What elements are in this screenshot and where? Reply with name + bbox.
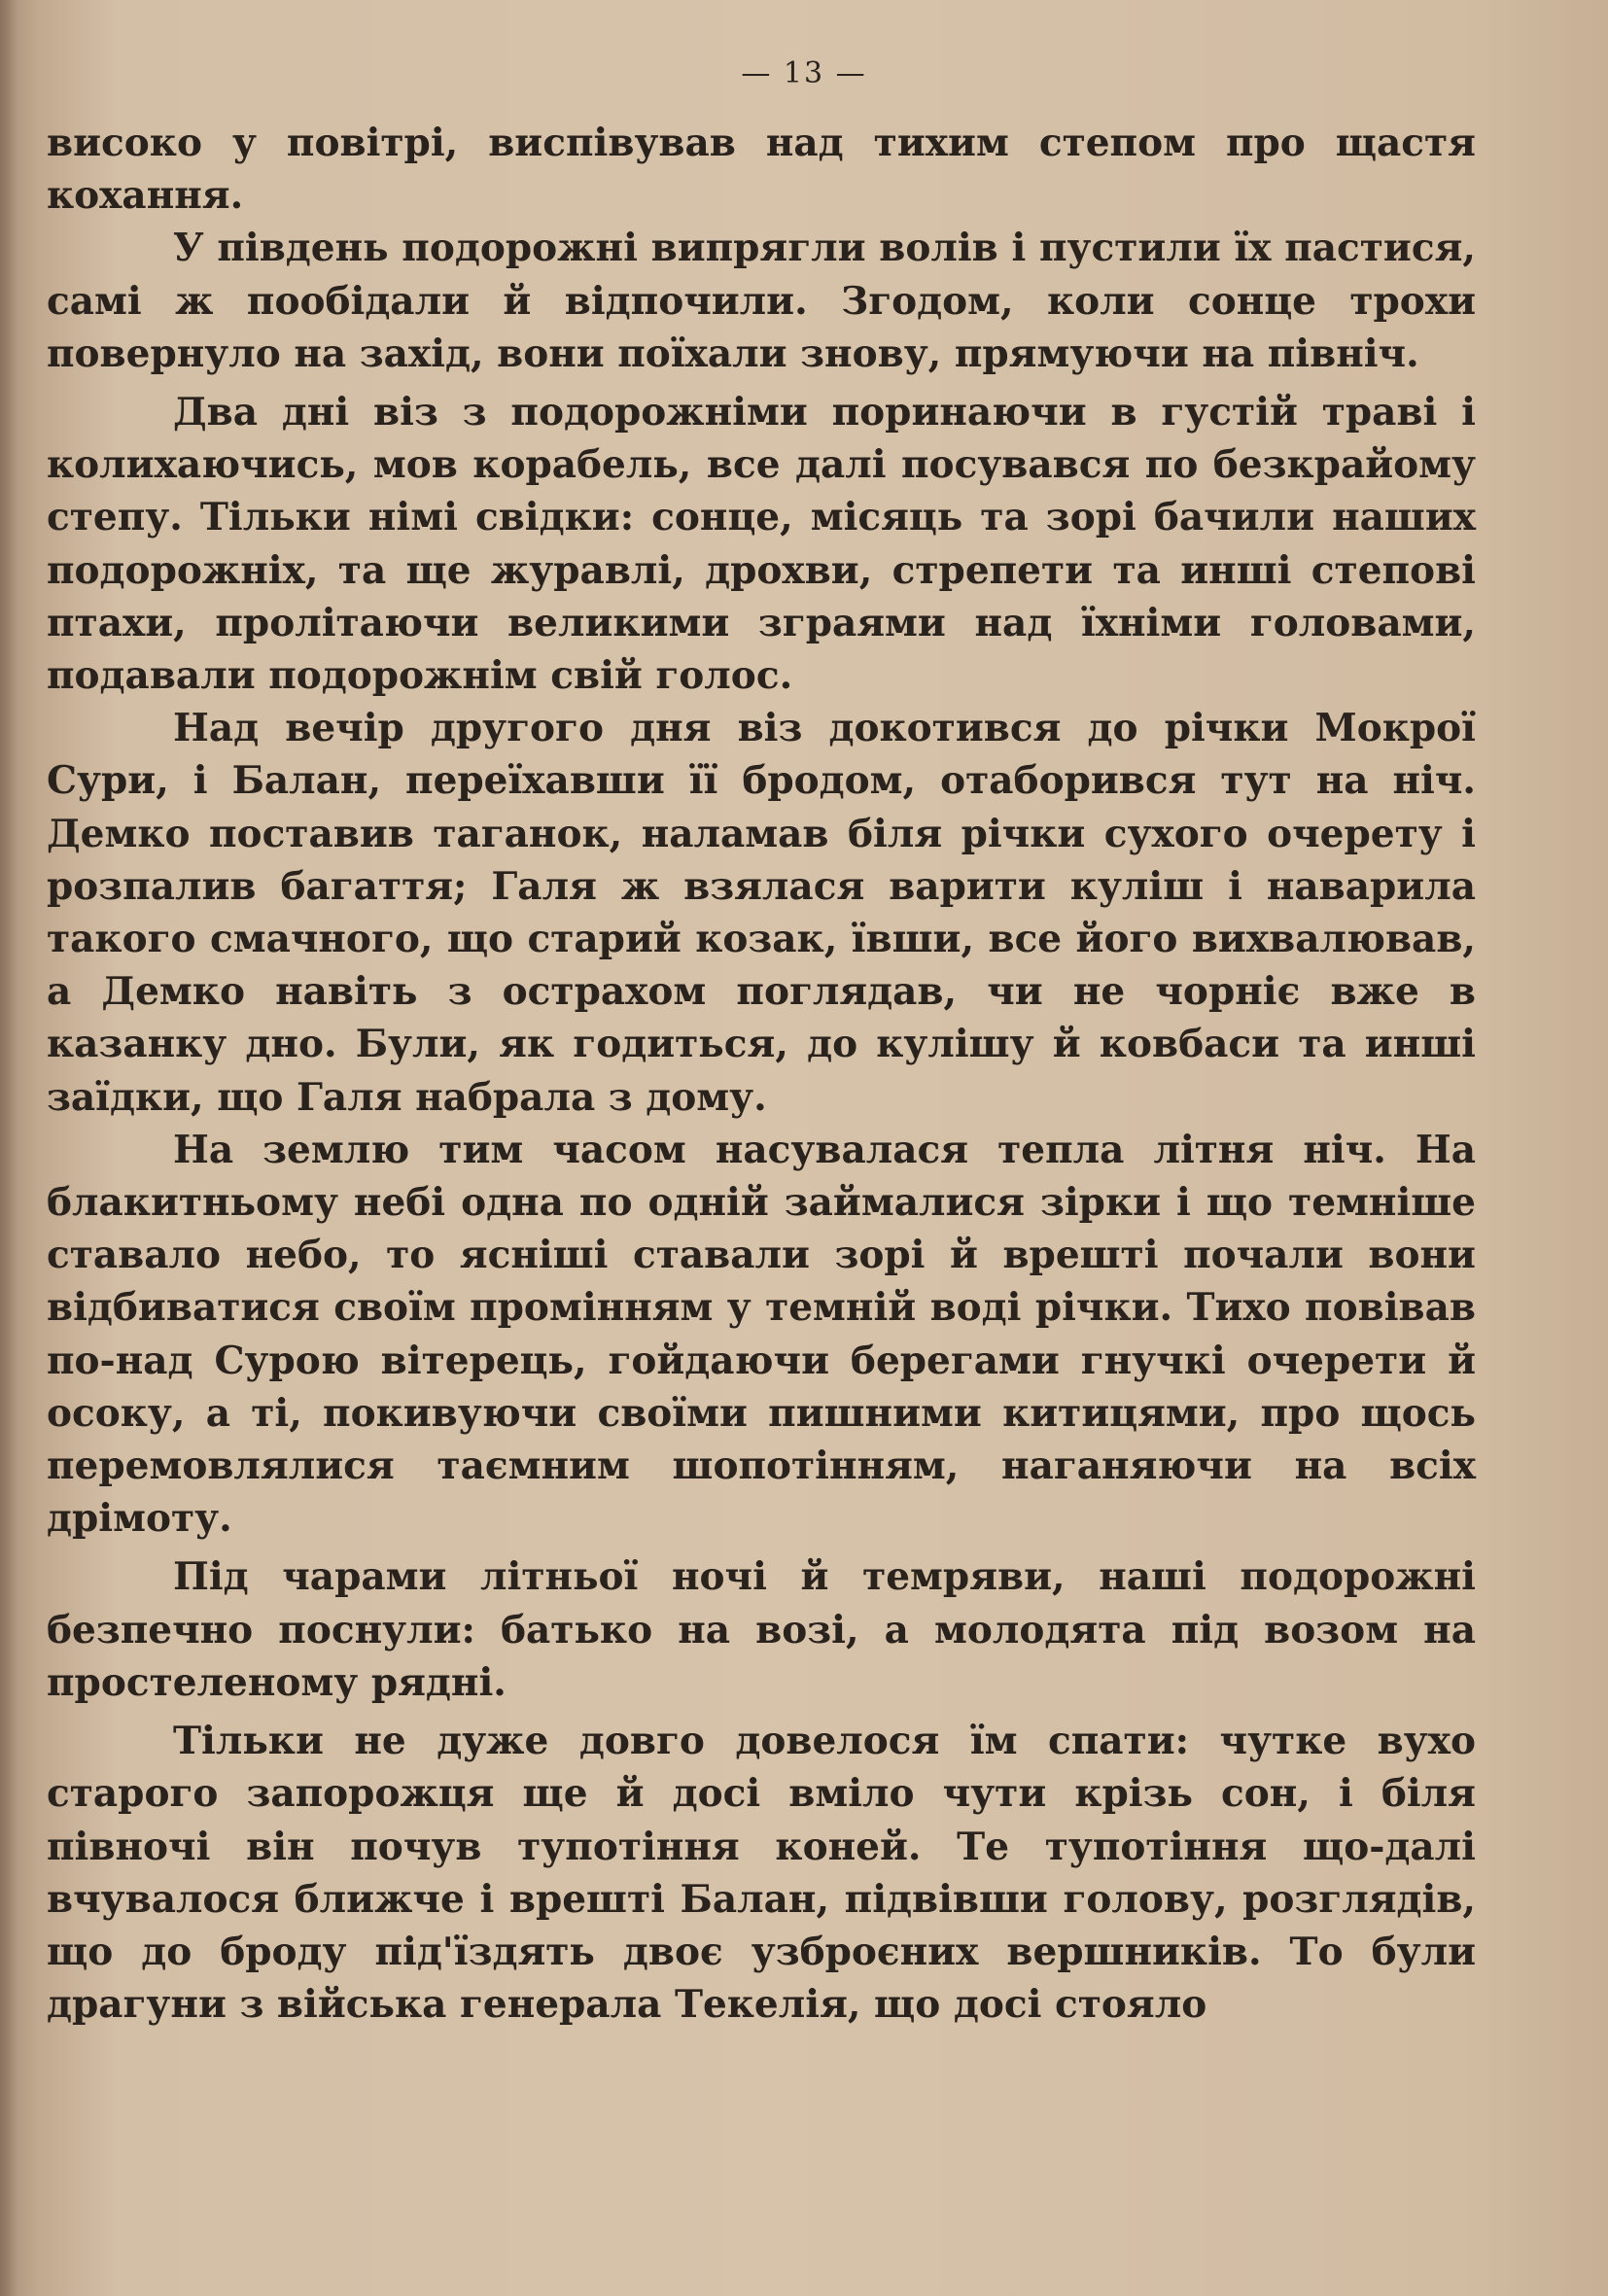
page-number: — 13 —	[741, 56, 867, 90]
page-spine-shadow	[0, 0, 17, 2296]
body-text	[47, 117, 1476, 2031]
paragraph: На землю тим часом насувалася тепла літня ніч. На блакитньому небі одна по одній займалися зірки і що темніше ставало небо, то ясніші ставали зорі й врешті почали вони відбиватися своїм промінням у темній воді річки. Тихо повівав по-над Сурою вітерець, гойдаючи берегами гнучкі очерети й осоку, а ті, покивуючи своїми пишними китицями, про щось перемовлялися таємним шопотінням, наганяючи на всіх дрімоту.	[47, 1127, 1476, 1542]
paragraph: Над вечір другого дня віз докотився до річки Мокрої Сури, і Балан, переїхавши її бродом, отаборився тут на ніч. Демко поставив таганок, наламав біля річки сухого очерету і розпалив багаття; Галя ж взялася варити куліш і наварила такого смачного, що старий козак, ївши, все його вихвалював, а Демко навіть з острахом поглядав, чи не чорніє вже в казанку дно. Були, як годиться, до кулішу й ковбаси та инші заїдки, що Галя набрала з дому.	[47, 706, 1476, 1120]
paragraph: Тільки не дуже довго довелося їм спати: чутке вухо старого запорожця ще й досі вміло чути крізь сон, і біля півночі він почув тупотіння коней. Те тупотіння що-далі вчувалося ближче і врешті Балан, підвівши голову, розглядів, що до броду під'їздять двоє узброєних вершників. То були драгуни з війська генерала Текелія, що досі стояло	[47, 1719, 1476, 2028]
paragraph: Два дні віз з подорожніми поринаючи в густій траві і колихаючись, мов корабель, все далі посувався по безкрайому степу. Тільки німі свідки: сонце, місяць та зорі бачили наших подорожніх, та ще журавлі, дрохви, стрепети та инші степові птахи, пролітаючи великими зграями над їхніми головами, подавали подорожнім свій голос.	[47, 390, 1476, 699]
paragraph: високо у повітрі, виспівував над тихим степом про щастя кохання.	[47, 121, 1476, 219]
paragraph: Під чарами літньої ночі й темряви, наші подорожні безпечно поснули: батько на возі, а молодята під возом на простеленому рядні.	[47, 1554, 1476, 1705]
paragraph: У південь подорожні випрягли волів і пустили їх пастися, самі ж пообідали й відпочили. Згодом, коли сонце трохи повернуло на захід, вони поїхали знову, прямуючи на північ.	[47, 226, 1476, 376]
